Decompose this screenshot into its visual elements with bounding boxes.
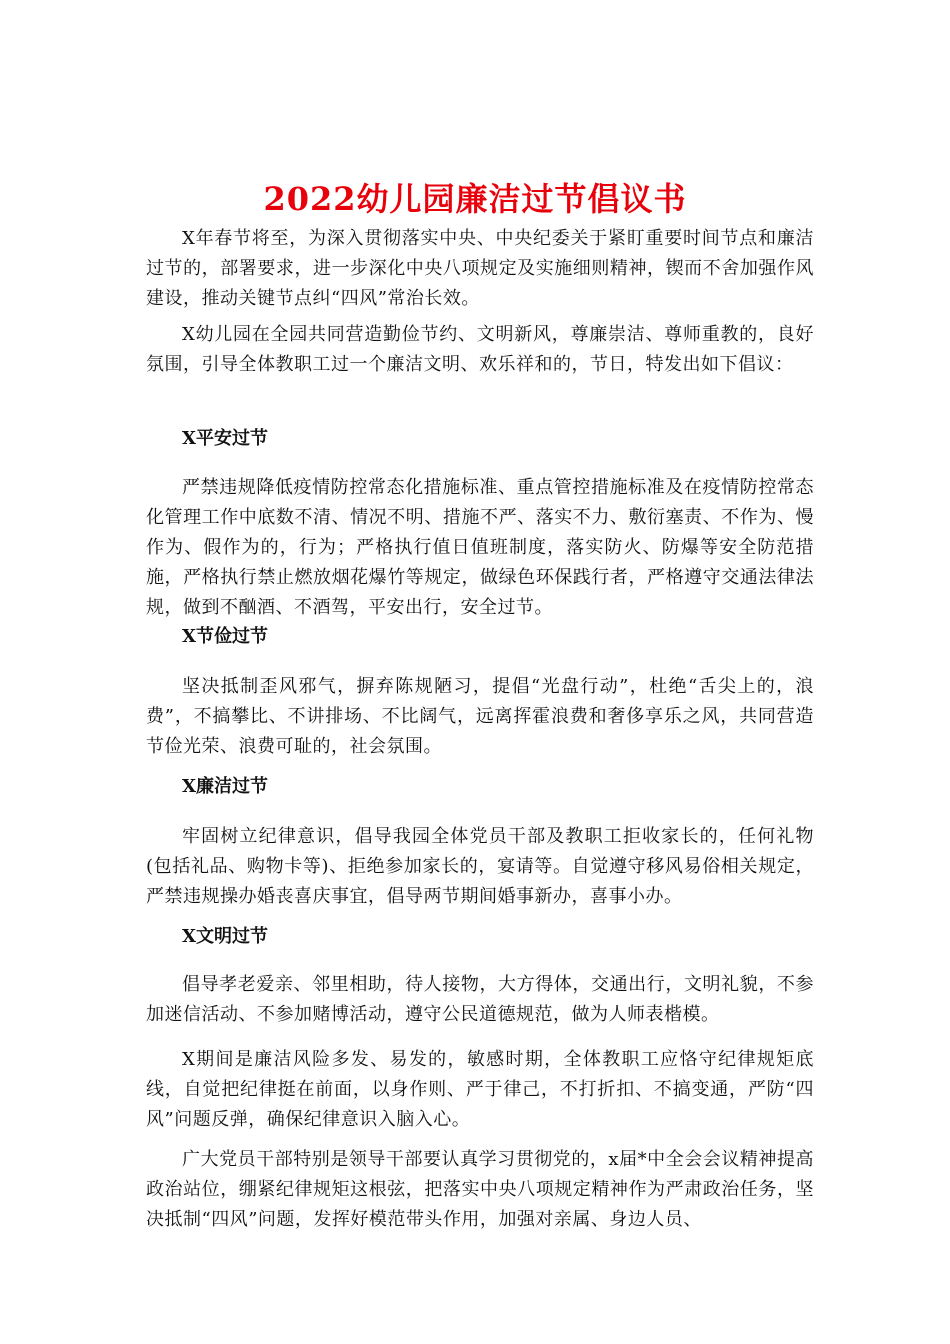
section-body-frugal: 坚决抵制歪风邪气，摒弃陈规陋习，提倡“光盘行动”，杜绝“舌尖上的，浪费”，不搞攀比、不讲排场、不比阔气，远离挥霍浪费和奢侈享乐之风，共同营造节俭光荣、浪费可耻的，社会氛围。 bbox=[146, 676, 814, 757]
closing-paragraph-2: 广大党员干部特别是领导干部要认真学习贯彻党的，x届*中全会会议精神提高政治站位，绷紧纪律规矩这根弦，把落实中央八项规定精神作为严肃政治任务，坚决抵制“四风”问题，发挥好模范带头作用，加强对亲属、身边人员、 bbox=[146, 1149, 814, 1230]
section-heading-integrity: X廉洁过节 bbox=[182, 776, 268, 797]
section-heading-frugal: X节俭过节 bbox=[182, 626, 268, 647]
section-body-safety: 严禁违规降低疫情防控常态化措施标准、重点管控措施标准及在疫情防控常态化管理工作中底数不清、情况不明、措施不严、落实不力、敷衍塞责、不作为、慢作为、假作为的，行为；严格执行值日值班制度，落实防火、防爆等安全防范措施，严格执行禁止燃放烟花爆竹等规定，做绿色环保践行者，严格遵守交通法律法规，做到不酗酒、不酒驾，平安出行，安全过节。 bbox=[146, 477, 814, 618]
section-body-civility: 倡导孝老爱亲、邻里相助，待人接物，大方得体，交通出行，文明礼貌，不参加迷信活动、不参加赌博活动，遵守公民道德规范，做为人师表楷模。 bbox=[146, 974, 814, 1025]
intro-paragraph-1: X年春节将至，为深入贯彻落实中央、中央纪委关于紧盯重要时间节点和廉洁过节的，部署要求，进一步深化中央八项规定及实施细则精神，锲而不舍加强作风建设，推动关键节点纠“四风”常治长效。 bbox=[146, 228, 814, 309]
section-body-integrity: 牢固树立纪律意识，倡导我园全体党员干部及教职工拒收家长的，任何礼物(包括礼品、购物卡等)、拒绝参加家长的，宴请等。自觉遵守移风易俗相关规定，严禁违规操办婚丧喜庆事宜，倡导两节期间婚事新办，喜事小办。 bbox=[146, 826, 814, 907]
section-heading-safety: X平安过节 bbox=[182, 428, 268, 449]
intro-paragraph-2: X幼儿园在全园共同营造勤俭节约、文明新风，尊廉崇洁、尊师重教的，良好氛围，引导全体教职工过一个廉洁文明、欢乐祥和的，节日，特发出如下倡议： bbox=[146, 324, 814, 375]
document-title: 2022幼儿园廉洁过节倡议书 bbox=[263, 180, 687, 219]
section-heading-civility: X文明过节 bbox=[182, 926, 268, 947]
closing-paragraph-1: X期间是廉洁风险多发、易发的，敏感时期，全体教职工应恪守纪律规矩底线，自觉把纪律挺在前面，以身作则、严于律己，不打折扣、不搞变通，严防“四风”问题反弹，确保纪律意识入脑入心。 bbox=[146, 1049, 814, 1130]
